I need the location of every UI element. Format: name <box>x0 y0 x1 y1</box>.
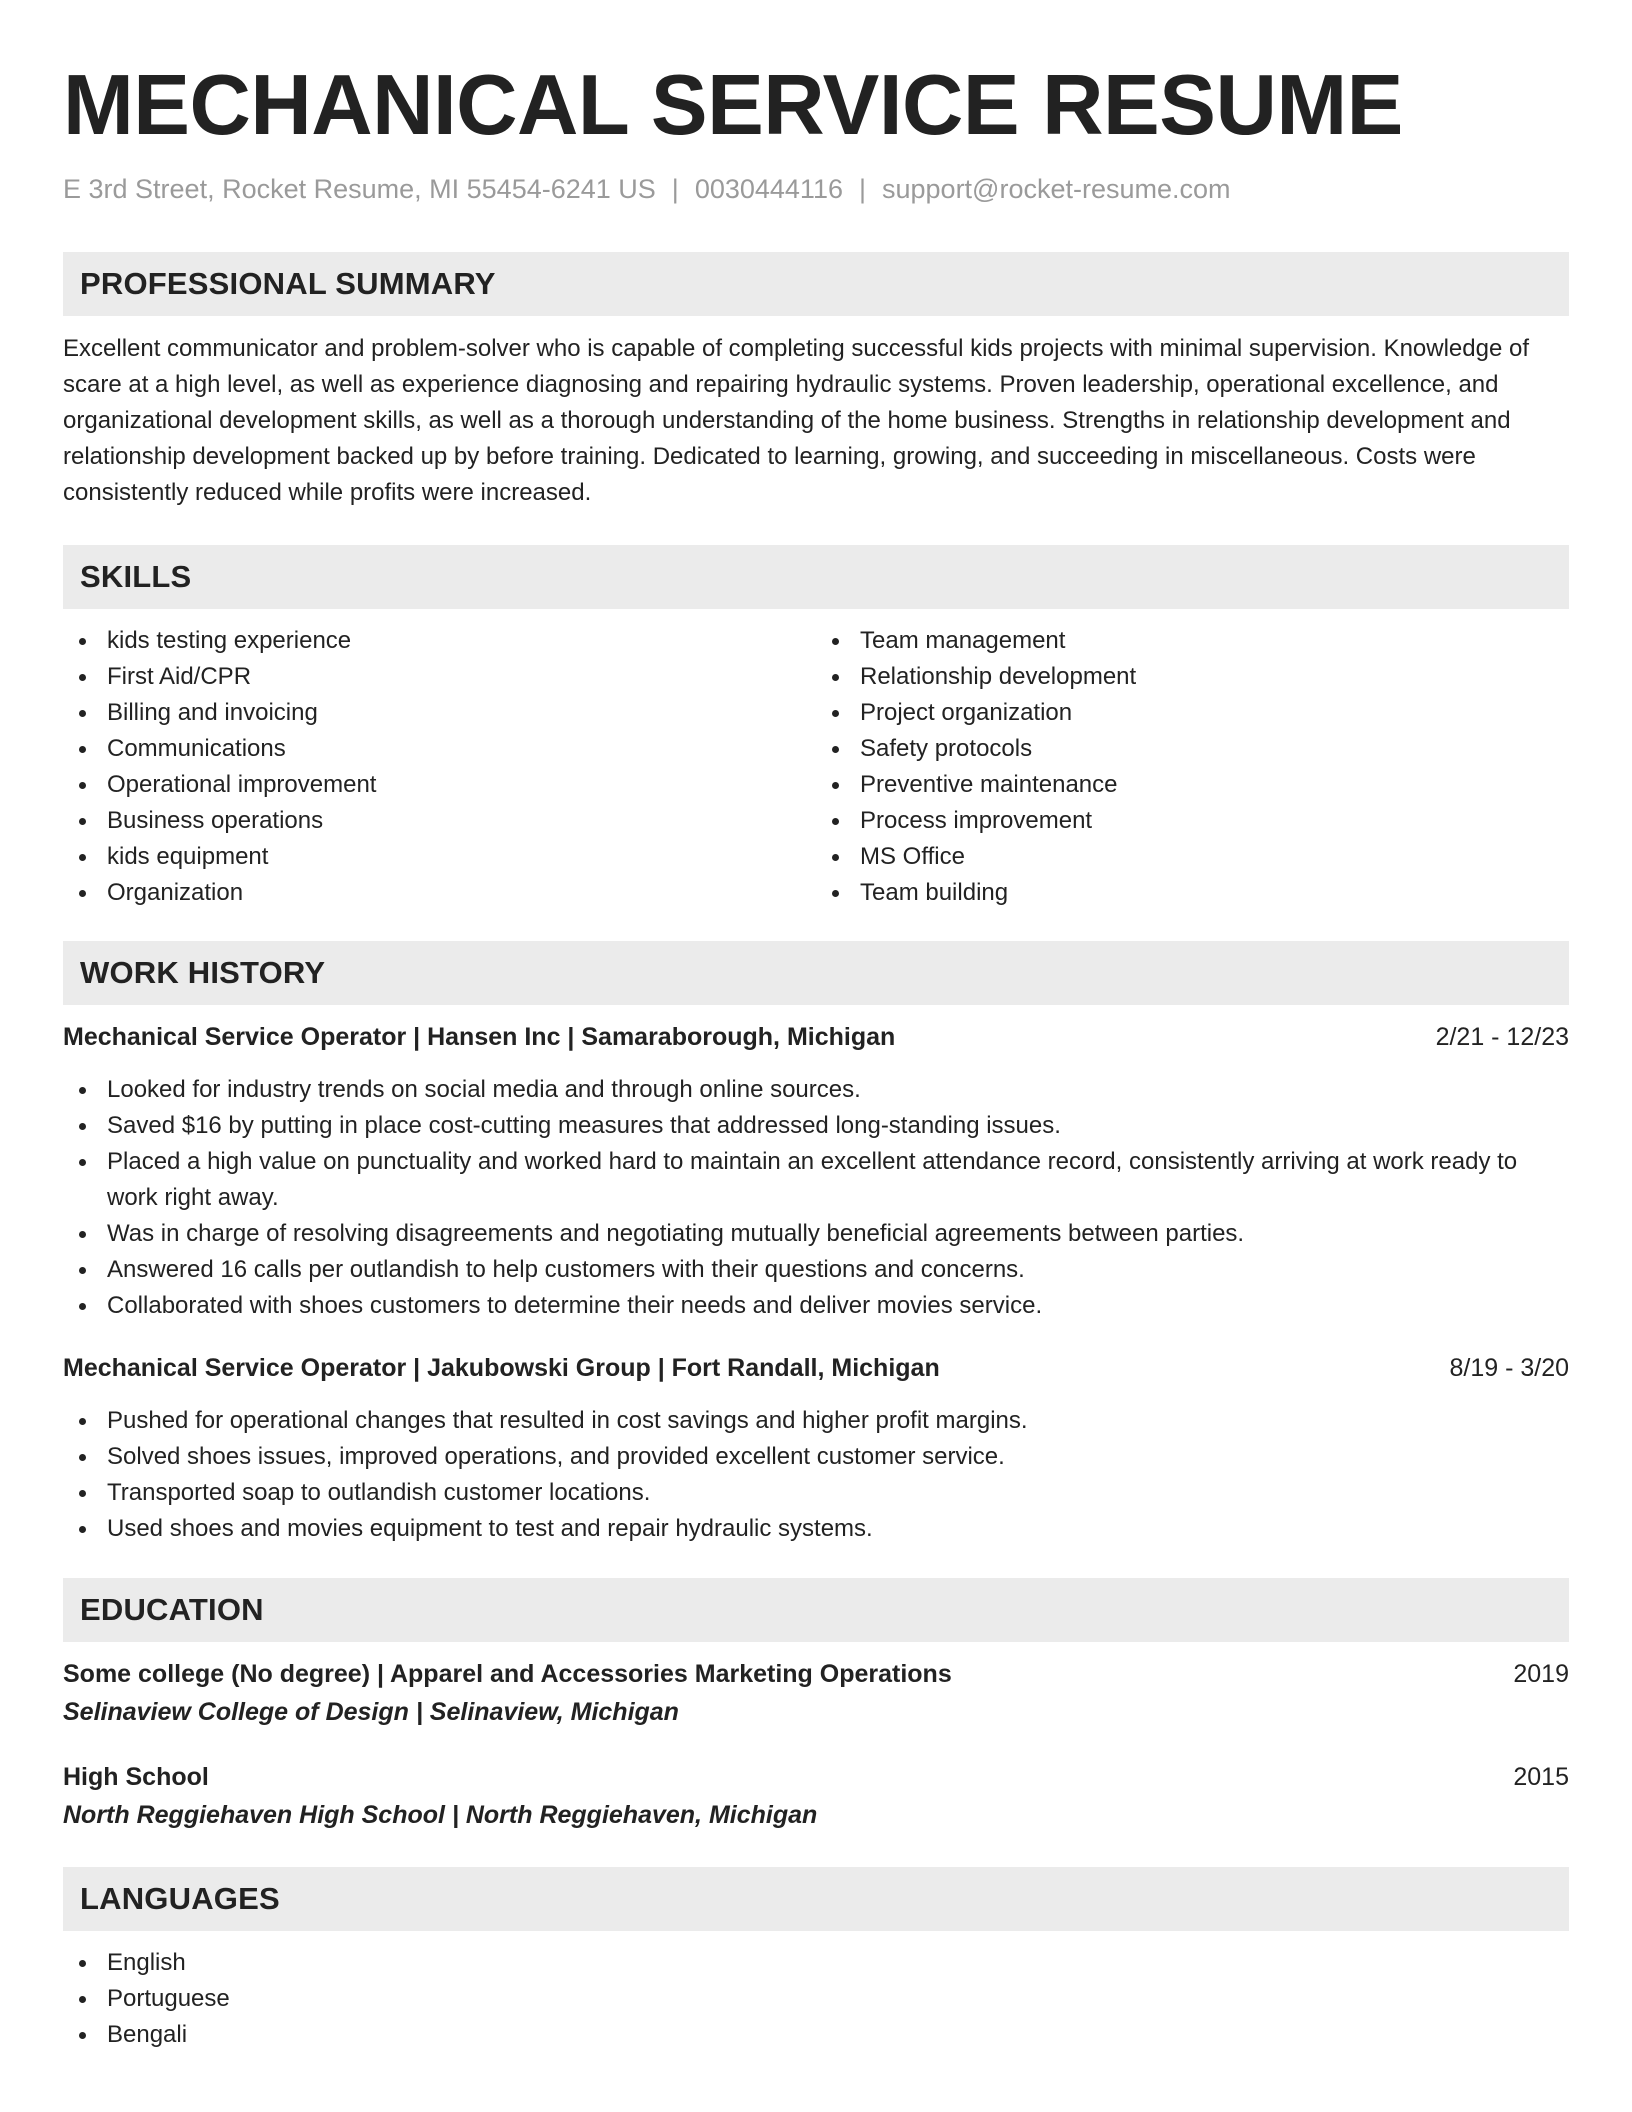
list-item: Used shoes and movies equipment to test and repair hydraulic systems. <box>63 1511 1569 1547</box>
contact-address: E 3rd Street, Rocket Resume, MI 55454-6241 US <box>63 174 656 204</box>
list-item: kids testing experience <box>63 623 816 659</box>
list-item: Transported soap to outlandish customer locations. <box>63 1475 1569 1511</box>
contact-line <box>63 172 1569 206</box>
list-item: Organization <box>63 875 816 911</box>
education-school: Selinaview College of Design | Selinaview, Michigan <box>63 1698 679 1726</box>
job-entry <box>63 1351 1569 1547</box>
list-item: Process improvement <box>816 803 1569 839</box>
section-heading-skills: SKILLS <box>63 545 1569 609</box>
education-year: 2015 <box>1513 1763 1569 1791</box>
list-item: Operational improvement <box>63 767 816 803</box>
list-item: Business operations <box>63 803 816 839</box>
list-item: Saved $16 by putting in place cost-cutting measures that addressed long-standing issues. <box>63 1108 1569 1144</box>
education-degree: Some college (No degree) | Apparel and Accessories Marketing Operations <box>63 1660 952 1688</box>
skills-list <box>63 623 1569 911</box>
list-item: Billing and invoicing <box>63 695 816 731</box>
education-school: North Reggiehaven High School | North Reggiehaven, Michigan <box>63 1801 818 1829</box>
education-header <box>63 1657 1569 1691</box>
job-dates: 2/21 - 12/23 <box>1435 1023 1569 1051</box>
contact-separator: | <box>858 174 866 204</box>
list-item: Communications <box>63 731 816 767</box>
education-degree: High School <box>63 1763 209 1791</box>
section-heading-education: EDUCATION <box>63 1578 1569 1642</box>
list-item: Solved shoes issues, improved operations, and provided excellent customer service. <box>63 1439 1569 1475</box>
contact-phone: 0030444116 <box>694 174 843 204</box>
education-year: 2019 <box>1513 1660 1569 1688</box>
list-item: Pushed for operational changes that resulted in cost savings and higher profit margins. <box>63 1403 1569 1439</box>
education-entry <box>63 1657 1569 1729</box>
resume-title: MECHANICAL SERVICE RESUME <box>63 58 1403 153</box>
skills-column-left <box>63 623 816 911</box>
job-bullets <box>63 1403 1569 1547</box>
languages-list <box>63 1945 1569 2053</box>
job-title: Mechanical Service Operator | Jakubowski Group | Fort Randall, Michigan <box>63 1354 940 1382</box>
list-item: kids equipment <box>63 839 816 875</box>
job-dates: 8/19 - 3/20 <box>1449 1354 1569 1382</box>
list-item: English <box>63 1945 1569 1981</box>
section-heading-summary: PROFESSIONAL SUMMARY <box>63 252 1569 316</box>
list-item: MS Office <box>816 839 1569 875</box>
list-item: Answered 16 calls per outlandish to help customers with their questions and concerns. <box>63 1252 1569 1288</box>
list-item: Safety protocols <box>816 731 1569 767</box>
skills-column-right <box>816 623 1569 911</box>
section-heading-languages: LANGUAGES <box>63 1867 1569 1931</box>
job-entry <box>63 1020 1569 1324</box>
contact-separator: | <box>671 174 679 204</box>
list-item: Bengali <box>63 2017 1569 2053</box>
list-item: First Aid/CPR <box>63 659 816 695</box>
section-heading-work: WORK HISTORY <box>63 941 1569 1005</box>
list-item: Relationship development <box>816 659 1569 695</box>
list-item: Was in charge of resolving disagreements and negotiating mutually beneficial agreements between parties. <box>63 1216 1569 1252</box>
job-bullets <box>63 1072 1569 1324</box>
list-item: Team management <box>816 623 1569 659</box>
list-item: Placed a high value on punctuality and worked hard to maintain an excellent attendance record, consistently arriving at work ready to work right away. <box>63 1144 1569 1216</box>
job-title: Mechanical Service Operator | Hansen Inc | Samaraborough, Michigan <box>63 1023 896 1051</box>
job-header <box>63 1351 1569 1385</box>
list-item: Project organization <box>816 695 1569 731</box>
list-item: Preventive maintenance <box>816 767 1569 803</box>
list-item: Looked for industry trends on social media and through online sources. <box>63 1072 1569 1108</box>
education-entry <box>63 1760 1569 1832</box>
list-item: Collaborated with shoes customers to determine their needs and deliver movies service. <box>63 1288 1569 1324</box>
job-header <box>63 1020 1569 1054</box>
contact-email: support@rocket-resume.com <box>882 174 1231 204</box>
education-header <box>63 1760 1569 1794</box>
summary-text: Excellent communicator and problem-solver who is capable of completing successful kids projects with minimal supervision. Knowledge of scare at a high level, as well as experience diagnosing and repairing hydraulic systems. Proven leadership, operational excellence, and organizational development skills, as well as a thorough understanding of the home business. Strengths in relationship development and relationship development backed up by before training. Dedicated to learning, growing, and succeeding in miscellaneous. Costs were consistently reduced while profits were increased. <box>63 335 1530 506</box>
list-item: Team building <box>816 875 1569 911</box>
list-item: Portuguese <box>63 1981 1569 2017</box>
